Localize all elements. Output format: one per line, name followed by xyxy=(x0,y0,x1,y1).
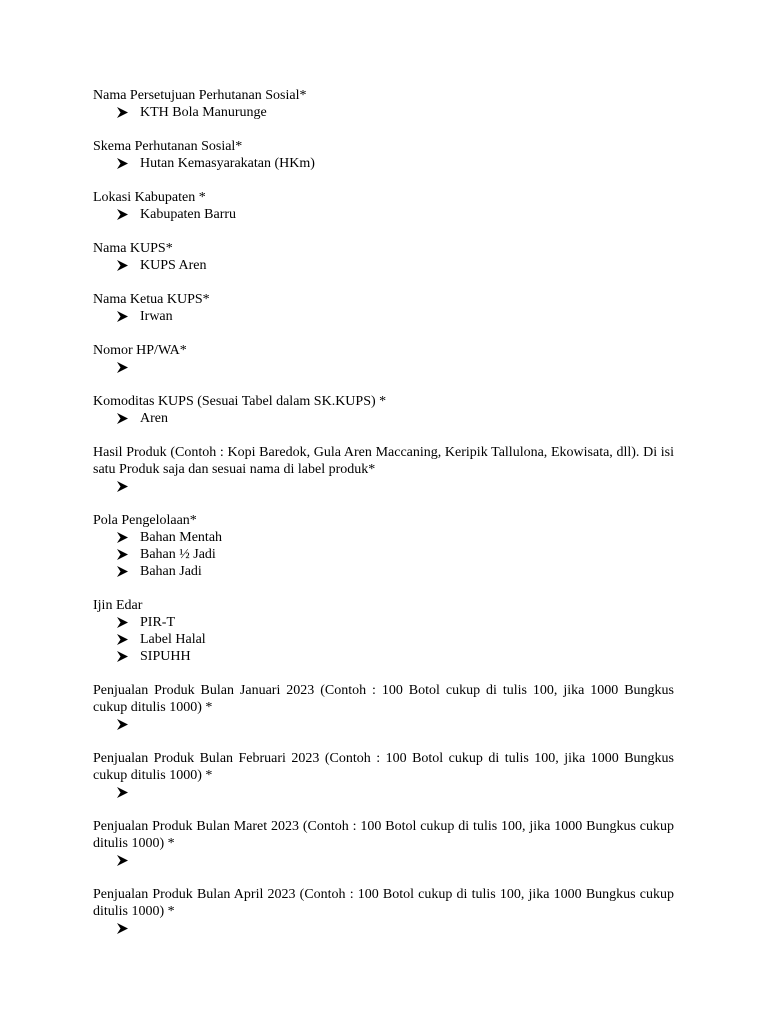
bullet-item xyxy=(93,104,674,121)
arrow-bullet-icon xyxy=(117,410,131,427)
arrow-bullet-icon xyxy=(117,308,131,325)
arrow-bullet-icon xyxy=(117,529,131,546)
section-label: Nama Ketua KUPS* xyxy=(93,292,210,307)
bullet-item xyxy=(93,563,674,580)
bullet-text: KTH Bola Manurunge xyxy=(140,105,267,120)
arrow-bullet-icon xyxy=(117,784,131,801)
bullet-item xyxy=(93,155,674,172)
arrow-bullet-icon xyxy=(117,546,131,563)
bullet-text: Irwan xyxy=(140,309,173,324)
bullet-item xyxy=(93,716,674,733)
arrow-bullet-icon xyxy=(117,257,131,274)
section-nama-kups xyxy=(93,240,674,274)
document-page xyxy=(93,87,674,954)
bullet-list xyxy=(93,359,674,376)
bullet-text: Bahan Mentah xyxy=(140,530,223,545)
section-pola-pengelolaan xyxy=(93,512,674,580)
section-lokasi xyxy=(93,189,674,223)
section-persetujuan xyxy=(93,87,674,121)
bullet-item xyxy=(93,478,674,495)
bullet-item xyxy=(93,631,674,648)
bullet-text: Bahan ½ Jadi xyxy=(140,547,216,562)
bullet-list xyxy=(93,410,674,427)
bullet-text: Hutan Kemasyarakatan (HKm) xyxy=(140,156,315,171)
arrow-bullet-icon xyxy=(117,155,131,172)
arrow-bullet-icon xyxy=(117,920,131,937)
section-label: Komoditas KUPS (Sesuai Tabel dalam SK.KUPS) * xyxy=(93,394,387,409)
bullet-text: Label Halal xyxy=(140,632,206,647)
section-penjualan-februari xyxy=(93,750,674,801)
section-komoditas xyxy=(93,393,674,427)
section-label: Penjualan Produk Bulan Januari 2023 (Contoh : 100 Botol cukup di tulis 100, jika 1000 Bungkus cukup ditulis 1000) * xyxy=(93,683,674,715)
arrow-bullet-icon xyxy=(117,563,131,580)
arrow-bullet-icon xyxy=(117,478,131,495)
bullet-list xyxy=(93,614,674,665)
section-label: Ijin Edar xyxy=(93,598,143,613)
section-label: Nomor HP/WA* xyxy=(93,343,187,358)
bullet-list xyxy=(93,206,674,223)
bullet-list xyxy=(93,852,674,869)
section-ijin-edar xyxy=(93,597,674,665)
section-penjualan-april xyxy=(93,886,674,937)
bullet-text: SIPUHH xyxy=(140,649,191,664)
bullet-item xyxy=(93,529,674,546)
arrow-bullet-icon xyxy=(117,104,131,121)
arrow-bullet-icon xyxy=(117,614,131,631)
section-label: Skema Perhutanan Sosial* xyxy=(93,139,243,154)
section-hasil-produk xyxy=(93,444,674,495)
bullet-list xyxy=(93,784,674,801)
bullet-item xyxy=(93,206,674,223)
section-penjualan-maret xyxy=(93,818,674,869)
bullet-text: Bahan Jadi xyxy=(140,564,202,579)
bullet-item xyxy=(93,648,674,665)
arrow-bullet-icon xyxy=(117,716,131,733)
bullet-text: Aren xyxy=(140,411,168,426)
bullet-list xyxy=(93,155,674,172)
section-label: Hasil Produk (Contoh : Kopi Baredok, Gula Aren Maccaning, Keripik Tallulona, Ekowisata, dll). Di isi satu Produk saja dan sesuai nama di label produk* xyxy=(93,445,674,477)
bullet-list xyxy=(93,920,674,937)
bullet-item xyxy=(93,410,674,427)
bullet-item xyxy=(93,546,674,563)
bullet-list xyxy=(93,716,674,733)
bullet-list xyxy=(93,529,674,580)
section-label: Pola Pengelolaan* xyxy=(93,513,197,528)
section-label: Penjualan Produk Bulan April 2023 (Contoh : 100 Botol cukup di tulis 100, jika 1000 Bungkus cukup ditulis 1000) * xyxy=(93,887,674,919)
section-label: Nama Persetujuan Perhutanan Sosial* xyxy=(93,88,307,103)
bullet-text: PIR-T xyxy=(140,615,175,630)
section-skema xyxy=(93,138,674,172)
section-label: Penjualan Produk Bulan Maret 2023 (Contoh : 100 Botol cukup di tulis 100, jika 1000 Bungkus cukup ditulis 1000) * xyxy=(93,819,674,851)
bullet-item xyxy=(93,920,674,937)
bullet-list xyxy=(93,478,674,495)
bullet-item xyxy=(93,852,674,869)
bullet-text: Kabupaten Barru xyxy=(140,207,237,222)
bullet-list xyxy=(93,257,674,274)
bullet-item xyxy=(93,308,674,325)
bullet-text: KUPS Aren xyxy=(140,258,207,273)
section-label: Lokasi Kabupaten * xyxy=(93,190,206,205)
bullet-item xyxy=(93,359,674,376)
bullet-item xyxy=(93,614,674,631)
arrow-bullet-icon xyxy=(117,359,131,376)
bullet-item xyxy=(93,257,674,274)
arrow-bullet-icon xyxy=(117,852,131,869)
arrow-bullet-icon xyxy=(117,648,131,665)
section-label: Nama KUPS* xyxy=(93,241,173,256)
bullet-list xyxy=(93,104,674,121)
section-penjualan-januari xyxy=(93,682,674,733)
section-nomor-hp xyxy=(93,342,674,376)
arrow-bullet-icon xyxy=(117,631,131,648)
section-ketua-kups xyxy=(93,291,674,325)
bullet-item xyxy=(93,784,674,801)
bullet-list xyxy=(93,308,674,325)
arrow-bullet-icon xyxy=(117,206,131,223)
section-label: Penjualan Produk Bulan Februari 2023 (Contoh : 100 Botol cukup di tulis 100, jika 1000 Bungkus cukup ditulis 1000) * xyxy=(93,751,674,783)
